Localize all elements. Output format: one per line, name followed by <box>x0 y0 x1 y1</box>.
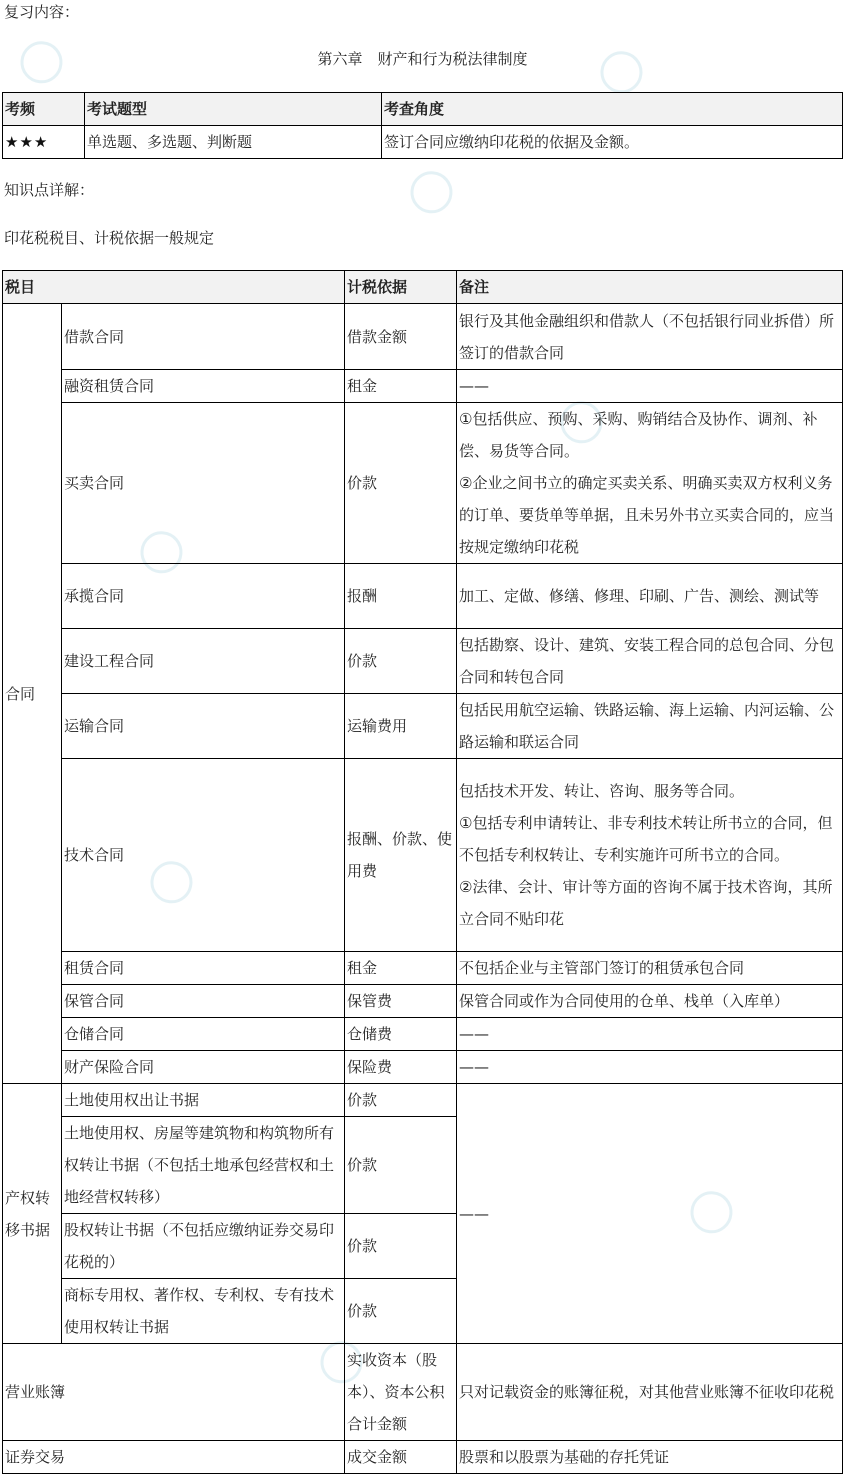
property-remark: —— <box>457 1084 843 1344</box>
item-remark: —— <box>457 370 843 403</box>
item-name: 营业账簿 <box>3 1344 345 1441</box>
remark-line: 包括技术开发、转让、咨询、服务等合同。 <box>459 782 745 800</box>
item-basis: 报酬 <box>345 564 457 629</box>
item-basis: 报酬、价款、使用费 <box>345 759 457 952</box>
item-basis: 运输费用 <box>345 694 457 759</box>
item-name: 股权转让书据（不包括应缴纳证券交易印花税的） <box>62 1214 345 1279</box>
chapter-title: 第六章 财产和行为税法律制度 <box>317 50 528 68</box>
intro-label: 复习内容： <box>4 3 80 21</box>
item-remark: —— <box>457 1051 843 1084</box>
item-name: 土地使用权出让书据 <box>62 1084 345 1117</box>
item-name: 建设工程合同 <box>62 629 345 694</box>
table-row <box>3 564 843 629</box>
item-basis: 价款 <box>345 1117 457 1214</box>
item-name: 融资租赁合同 <box>62 370 345 403</box>
question-types: 单选题、多选题、判断题 <box>85 126 382 159</box>
table-header-row <box>3 271 843 304</box>
exam-info-table <box>2 92 843 159</box>
subtitle: 印花税税目、计税依据一般规定 <box>4 229 215 247</box>
table-row <box>3 694 843 759</box>
detail-label: 知识点详解： <box>4 181 95 199</box>
table-row <box>3 759 843 952</box>
remark-line: ①包括专利申请转让、非专利技术转让所书立的合同，但不包括专利权转让、专利实施许可所书立的合同。 <box>459 814 833 864</box>
item-basis: 价款 <box>345 1279 457 1344</box>
item-name: 仓储合同 <box>62 1018 345 1051</box>
group-property-transfer: 产权转移书据 <box>3 1084 62 1344</box>
item-basis: 实收资本（股本）、资本公积合计金额 <box>345 1344 457 1441</box>
table-row <box>3 1441 843 1474</box>
item-basis: 保管费 <box>345 985 457 1018</box>
table-row <box>3 985 843 1018</box>
item-name: 承揽合同 <box>62 564 345 629</box>
header-basis: 计税依据 <box>345 271 457 304</box>
item-remark: 不包括企业与主管部门签订的租赁承包合同 <box>457 952 843 985</box>
item-basis: 成交金额 <box>345 1441 457 1474</box>
item-basis: 借款金额 <box>345 304 457 370</box>
item-remark: 股票和以股票为基础的存托凭证 <box>457 1441 843 1474</box>
table-row <box>3 126 843 159</box>
remark-line: ①包括供应、预购、采购、购销结合及协作、调剂、补偿、易货等合同。 <box>459 410 818 460</box>
header-item: 税目 <box>3 271 345 304</box>
header-remark: 备注 <box>457 271 843 304</box>
item-remark: 只对记载资金的账簿征税，对其他营业账簿不征收印花税 <box>457 1344 843 1441</box>
table-row <box>3 1018 843 1051</box>
remark-line: ②法律、会计、审计等方面的咨询不属于技术咨询，其所立合同不贴印花 <box>459 878 833 928</box>
table-header-row <box>3 93 843 126</box>
group-contract: 合同 <box>3 304 62 1084</box>
item-basis: 价款 <box>345 403 457 564</box>
item-remark: 银行及其他金融组织和借款人（不包括银行同业拆借）所签订的借款合同 <box>457 304 843 370</box>
item-remark: 包括民用航空运输、铁路运输、海上运输、内河运输、公路运输和联运合同 <box>457 694 843 759</box>
item-name: 保管合同 <box>62 985 345 1018</box>
table-row <box>3 370 843 403</box>
item-name: 土地使用权、房屋等建筑物和构筑物所有权转让书据（不包括土地承包经营权和土地经营权转移） <box>62 1117 345 1214</box>
table-row <box>3 1344 843 1441</box>
item-basis: 保险费 <box>345 1051 457 1084</box>
remark-line: ②企业之间书立的确定买卖关系、明确买卖双方权利义务的订单、要货单等单据，且未另外书立买卖合同的，应当按规定缴纳印花税 <box>459 474 835 556</box>
item-basis: 租金 <box>345 952 457 985</box>
item-name: 运输合同 <box>62 694 345 759</box>
item-name: 商标专用权、著作权、专利权、专有技术使用权转让书据 <box>62 1279 345 1344</box>
item-remark: 加工、定做、修缮、修理、印刷、广告、测绘、测试等 <box>457 564 843 629</box>
item-name: 技术合同 <box>62 759 345 952</box>
exam-angle: 签订合同应缴纳印花税的依据及金额。 <box>382 126 843 159</box>
item-remark: —— <box>457 1018 843 1051</box>
item-remark: 包括勘察、设计、建筑、安装工程合同的总包合同、分包合同和转包合同 <box>457 629 843 694</box>
table-row <box>3 403 843 564</box>
header-question-type: 考试题型 <box>85 93 382 126</box>
item-basis: 租金 <box>345 370 457 403</box>
frequency-stars: ★★★ <box>3 126 85 159</box>
item-basis: 价款 <box>345 629 457 694</box>
stamp-tax-table <box>2 270 843 1474</box>
item-remark <box>457 403 843 564</box>
item-basis: 价款 <box>345 1084 457 1117</box>
item-basis: 价款 <box>345 1214 457 1279</box>
item-name: 租赁合同 <box>62 952 345 985</box>
table-row <box>3 304 843 370</box>
item-name: 财产保险合同 <box>62 1051 345 1084</box>
item-name: 证券交易 <box>3 1441 345 1474</box>
item-remark: 保管合同或作为合同使用的仓单、栈单（入库单） <box>457 985 843 1018</box>
header-angle: 考查角度 <box>382 93 843 126</box>
table-row <box>3 952 843 985</box>
table-row <box>3 629 843 694</box>
table-row <box>3 1084 843 1117</box>
item-name: 借款合同 <box>62 304 345 370</box>
item-basis: 仓储费 <box>345 1018 457 1051</box>
item-remark <box>457 759 843 952</box>
watermark <box>402 160 464 222</box>
table-row <box>3 1051 843 1084</box>
item-name: 买卖合同 <box>62 403 345 564</box>
header-frequency: 考频 <box>3 93 85 126</box>
